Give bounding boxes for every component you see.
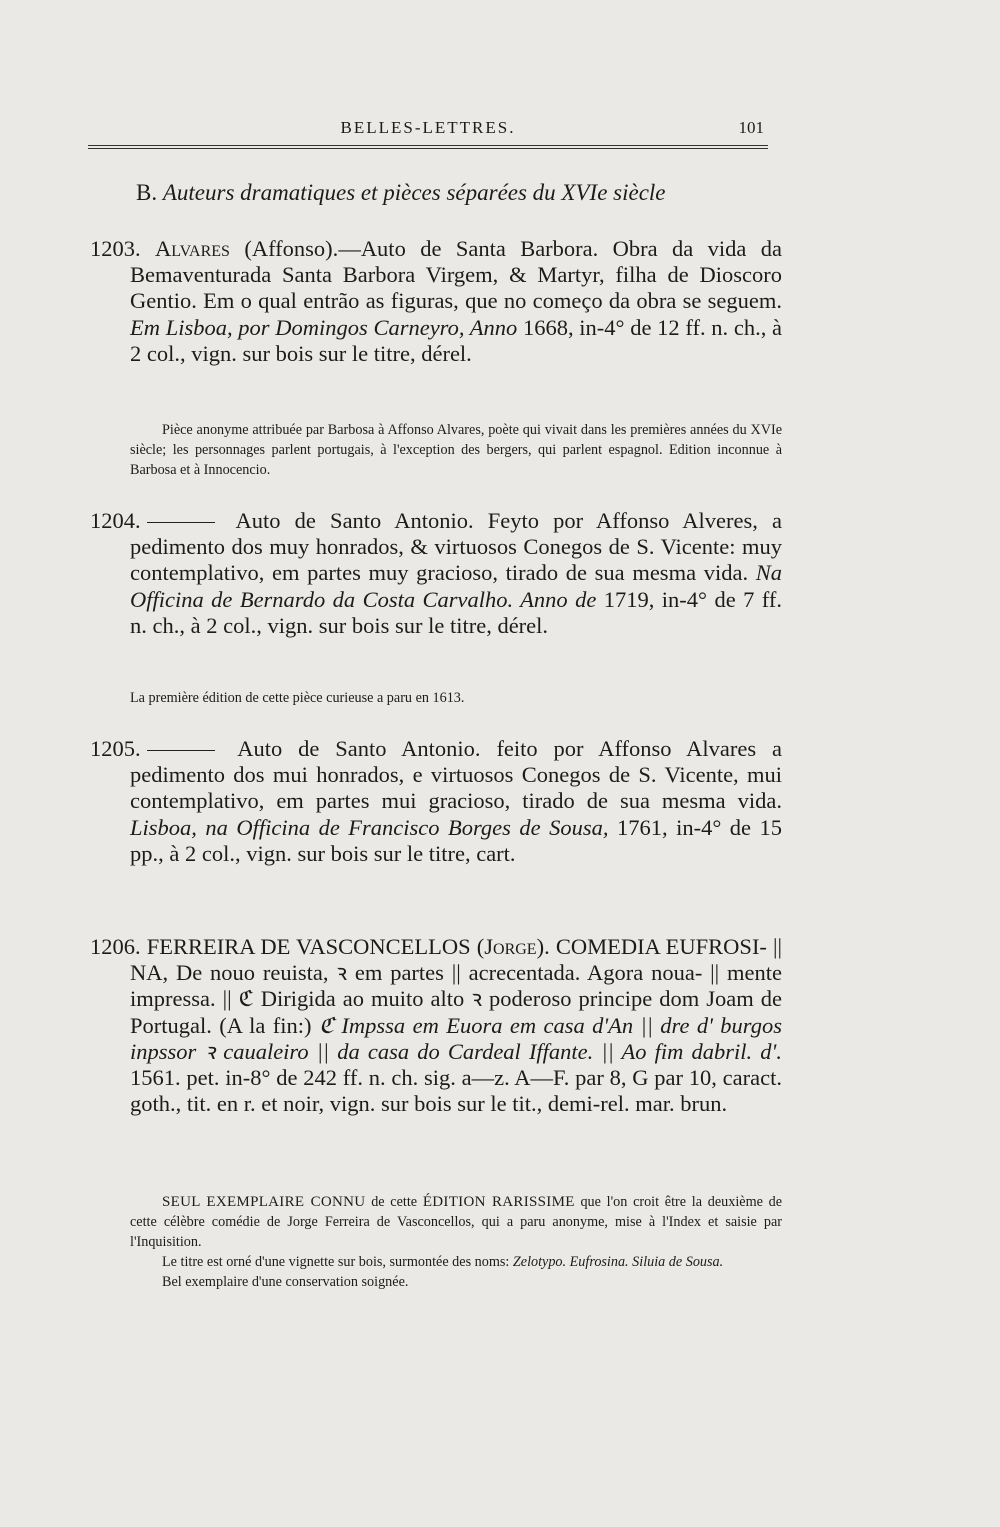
note-text: que l'on croit être la deuxième de cette célèbre comédie de Jorge Ferreira de Vasconcellos, qui a paru anonyme, mise à l'Index et saisie par l'Inquisition. xyxy=(130,1194,783,1250)
entry-author-rest: (Jorge). xyxy=(476,934,550,959)
note-1204 xyxy=(130,688,782,708)
ditto-dash xyxy=(147,522,215,523)
entry-number: 1206. xyxy=(90,934,141,959)
ditto-dash xyxy=(147,750,215,751)
entry-description: —Auto de Santa Barbora. Obra da vida da Bemaventurada Santa Barbora Virgem, & Martyr, filha de Dioscoro Gentio. Em o qual entrão as figuras, que no começo da obra se seguem. xyxy=(130,236,783,314)
entry-number: 1203. xyxy=(90,236,141,261)
header-rule xyxy=(88,145,768,149)
entry-author-rest: (Affonso). xyxy=(244,236,339,261)
entry-1203 xyxy=(90,236,782,367)
note-paragraph-2 xyxy=(130,1252,782,1272)
entry-collation: 1761, in-4° de 15 pp., à 2 col., vign. sur bois sur le titre, cart. xyxy=(130,814,783,866)
section-heading xyxy=(136,180,776,206)
note-text: Bel exemplaire d'une conservation soignée. xyxy=(162,1274,409,1290)
entry-description: Auto de Santo Antonio. Feyto por Affonso Alveres, a pedimento dos muy honrados, & virtuosos Conegos de S. Vicente: muy contemplativo, em partes muy gracioso, tirado de sua mesma vida. xyxy=(130,508,782,586)
note-paragraph-1 xyxy=(130,1192,782,1252)
note-names: Zelotypo. Eufrosina. Siluia de Sousa. xyxy=(512,1254,724,1270)
note-caps: ÉDITION RARISSIME xyxy=(422,1194,575,1210)
running-title: BELLES-LETTRES. xyxy=(340,118,516,137)
entry-collation: 1561. pet. in-8° de 242 ff. n. ch. sig. a—z. A—F. par 8, G par 10, caract. goth., tit. en r. et noir, vign. sur bois sur le tit., demi-rel. mar. brun. xyxy=(130,1065,782,1117)
note-1203 xyxy=(130,420,782,480)
note-text: La première édition de cette pièce curieuse a paru en 1613. xyxy=(130,690,465,706)
entry-number: 1205. xyxy=(90,736,141,761)
entry-imprint: Na Officina de Bernardo da Costa Carvalho. Anno de xyxy=(130,560,782,612)
entry-collation: 1719, in-4° de 7 ff. n. ch., à 2 col., vign. sur bois sur le titre, dérel. xyxy=(130,586,782,638)
entry-collation: 1668, in-4° de 12 ff. n. ch., à 2 col., vign. sur bois sur le titre, dérel. xyxy=(130,314,783,366)
entry-number: 1204. xyxy=(90,508,141,533)
entry-author: Alvares xyxy=(155,236,230,261)
entry-1205 xyxy=(90,736,782,867)
section-letter: B. xyxy=(136,180,158,205)
page-number: 101 xyxy=(738,118,764,137)
note-caps: SEUL EXEMPLAIRE CONNU xyxy=(162,1194,366,1210)
entry-author: FERREIRA DE VASCONCELLOS xyxy=(146,934,471,959)
note-text: Le titre est orné d'une vignette sur bois, surmontée des noms: xyxy=(162,1254,510,1270)
entry-imprint: Em Lisboa, por Domingos Carneyro, Anno xyxy=(130,314,518,340)
section-title: Auteurs dramatiques et pièces séparées du XVIe siècle xyxy=(162,180,666,205)
entry-1206 xyxy=(90,934,782,1117)
note-paragraph-3 xyxy=(130,1272,782,1292)
entry-1204 xyxy=(90,508,782,639)
entry-imprint: Lisboa, na Officina de Francisco Borges de Sousa, xyxy=(130,814,609,840)
entry-description: Auto de Santo Antonio. feito por Affonso Alvares a pedimento dos mui honrados, e virtuosos Conegos de S. Vicente, mui contemplativo, em partes mui gracioso, tirado de sua mesma vida. xyxy=(130,736,783,814)
entry-colophon: ℭ Impssa em Euora em casa d'An || dre d' burgos inpssor ꝛ caualeiro || da casa do Cardeal Iffante. || Ao fim dabril. d'. xyxy=(130,1012,782,1064)
note-text: Pièce anonyme attribuée par Barbosa à Affonso Alvares, poète qui vivait dans les premières années du XVIe siècle; les personnages parlent portugais, à l'exception des bergers, qui parlent espagnol. Edition inconnue à Barbosa et à Innocencio. xyxy=(130,422,782,478)
note-text: de cette xyxy=(371,1194,418,1210)
entry-title: COMEDIA EUFROSI- || NA, De nouo reuista, ꝛ em partes || acrecentada. Agora noua- || mente impressa. || ℭ Dirigida ao muito alto ꝛ poderoso principe dom Joam de Portugal. (A la fin:) xyxy=(130,934,783,1038)
running-head xyxy=(88,118,768,146)
note-1206 xyxy=(130,1192,782,1292)
